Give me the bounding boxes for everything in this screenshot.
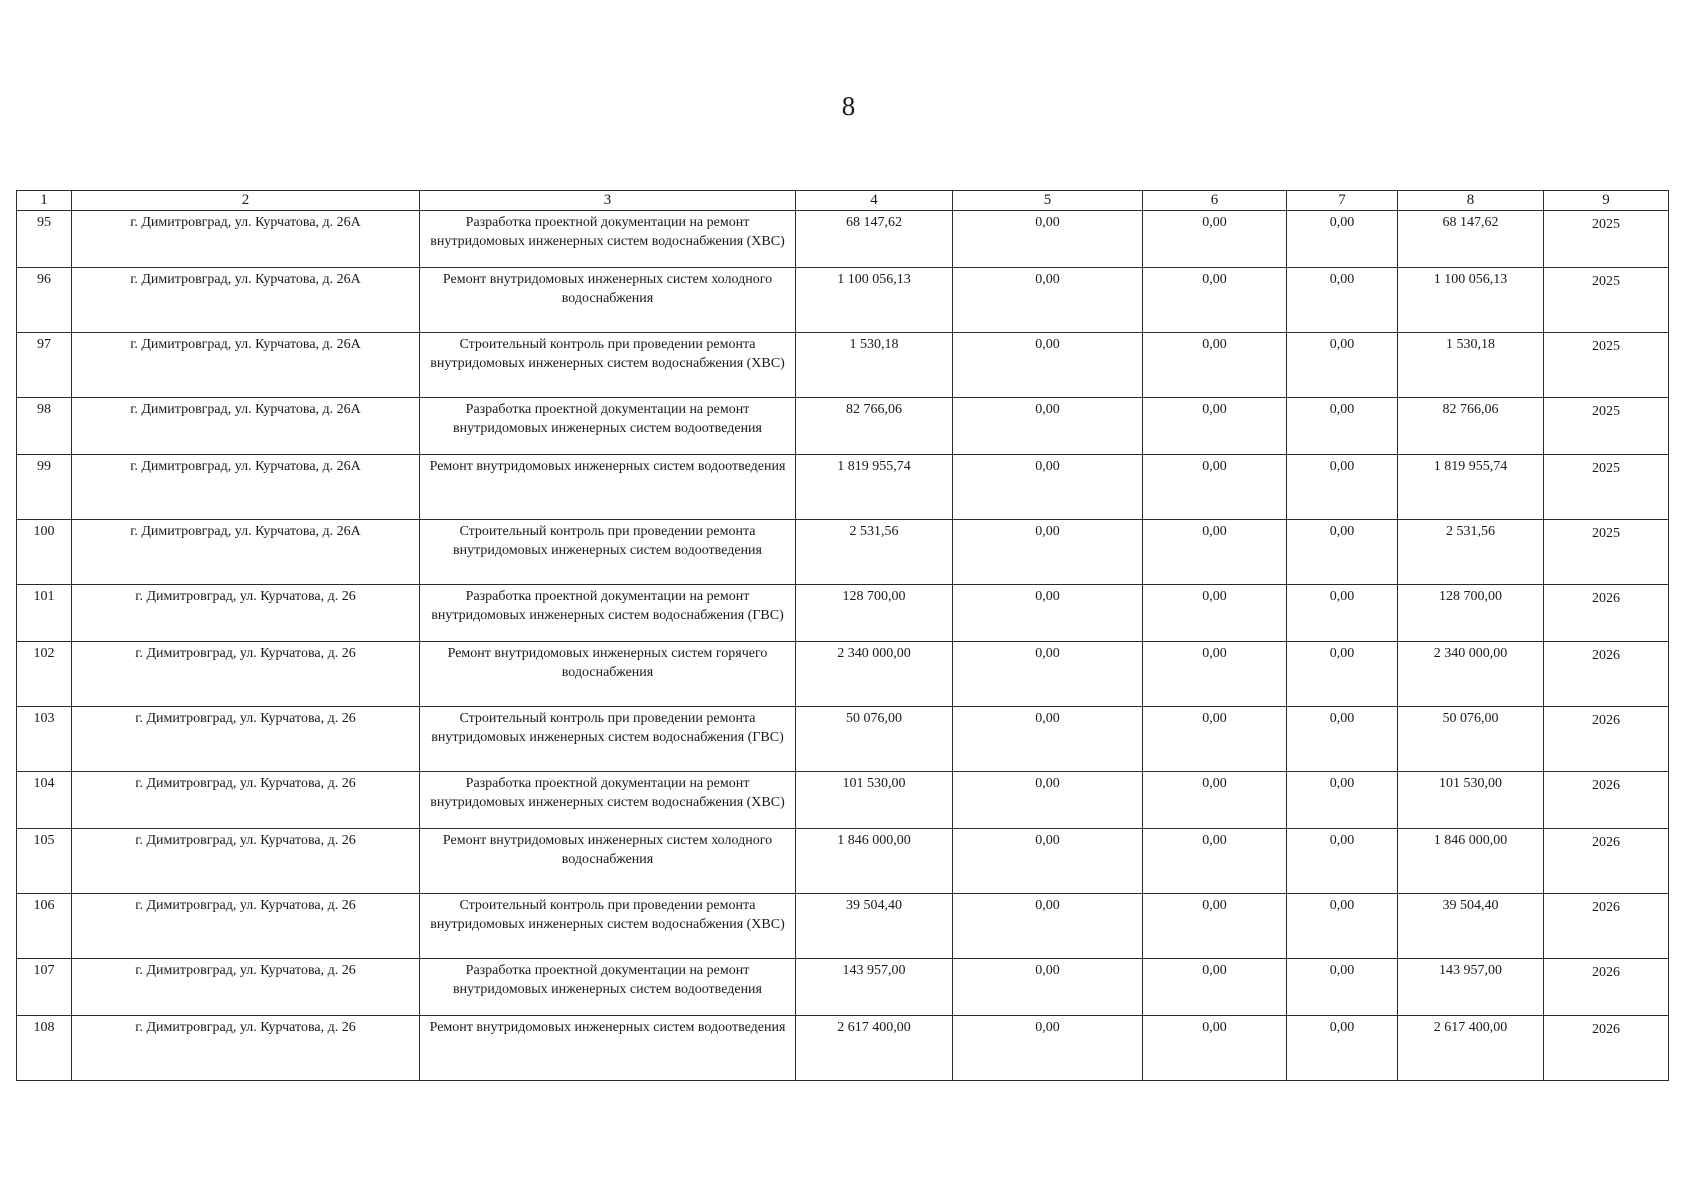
work-description-cell: Ремонт внутридомовых инженерных систем водоотведения — [420, 1016, 796, 1081]
amount-col5-cell: 0,00 — [953, 333, 1143, 398]
year-cell: 2025 — [1544, 520, 1669, 585]
amount-col6-cell: 0,00 — [1143, 520, 1287, 585]
amount-col8-cell: 101 530,00 — [1398, 772, 1544, 829]
amount-col7-cell: 0,00 — [1287, 585, 1398, 642]
address-cell: г. Димитровград, ул. Курчатова, д. 26 — [72, 829, 420, 894]
table-row — [17, 894, 1669, 959]
amount-col8-cell: 1 846 000,00 — [1398, 829, 1544, 894]
amount-col5-cell: 0,00 — [953, 829, 1143, 894]
address-cell: г. Димитровград, ул. Курчатова, д. 26А — [72, 333, 420, 398]
amount-col8-cell: 2 531,56 — [1398, 520, 1544, 585]
amount-col8-cell: 68 147,62 — [1398, 211, 1544, 268]
table-row — [17, 772, 1669, 829]
amount-col6-cell: 0,00 — [1143, 585, 1287, 642]
amount-col5-cell: 0,00 — [953, 959, 1143, 1016]
work-description-cell: Ремонт внутридомовых инженерных систем холодного водоснабжения — [420, 268, 796, 333]
work-description-cell: Строительный контроль при проведении ремонта внутридомовых инженерных систем водоснабжения (ГВС) — [420, 707, 796, 772]
amount-col4-cell: 68 147,62 — [796, 211, 953, 268]
table-row — [17, 1016, 1669, 1081]
work-description-cell: Разработка проектной документации на ремонт внутридомовых инженерных систем водоснабжения (ХВС) — [420, 211, 796, 268]
amount-col4-cell: 1 819 955,74 — [796, 455, 953, 520]
amount-col6-cell: 0,00 — [1143, 398, 1287, 455]
amount-col8-cell: 1 100 056,13 — [1398, 268, 1544, 333]
amount-col4-cell: 50 076,00 — [796, 707, 953, 772]
column-header: 6 — [1143, 191, 1287, 211]
work-description-cell: Разработка проектной документации на ремонт внутридомовых инженерных систем водоснабжения (ХВС) — [420, 772, 796, 829]
work-description-cell: Разработка проектной документации на ремонт внутридомовых инженерных систем водоснабжения (ГВС) — [420, 585, 796, 642]
address-cell: г. Димитровград, ул. Курчатова, д. 26 — [72, 959, 420, 1016]
amount-col7-cell: 0,00 — [1287, 1016, 1398, 1081]
row-number-cell: 107 — [17, 959, 72, 1016]
amount-col6-cell: 0,00 — [1143, 829, 1287, 894]
table-row — [17, 211, 1669, 268]
amount-col7-cell: 0,00 — [1287, 520, 1398, 585]
amount-col7-cell: 0,00 — [1287, 455, 1398, 520]
year-cell: 2026 — [1544, 959, 1669, 1016]
table-row — [17, 707, 1669, 772]
year-cell: 2026 — [1544, 894, 1669, 959]
address-cell: г. Димитровград, ул. Курчатова, д. 26 — [72, 707, 420, 772]
work-description-cell: Ремонт внутридомовых инженерных систем горячего водоснабжения — [420, 642, 796, 707]
amount-col7-cell: 0,00 — [1287, 333, 1398, 398]
address-cell: г. Димитровград, ул. Курчатова, д. 26 — [72, 772, 420, 829]
works-table — [16, 190, 1669, 1081]
amount-col8-cell: 128 700,00 — [1398, 585, 1544, 642]
year-cell: 2025 — [1544, 268, 1669, 333]
table-body — [17, 191, 1669, 1081]
amount-col5-cell: 0,00 — [953, 772, 1143, 829]
address-cell: г. Димитровград, ул. Курчатова, д. 26 — [72, 585, 420, 642]
row-number-cell: 99 — [17, 455, 72, 520]
amount-col5-cell: 0,00 — [953, 520, 1143, 585]
amount-col5-cell: 0,00 — [953, 1016, 1143, 1081]
table-row — [17, 455, 1669, 520]
column-header: 8 — [1398, 191, 1544, 211]
row-number-cell: 106 — [17, 894, 72, 959]
row-number-cell: 100 — [17, 520, 72, 585]
year-cell: 2026 — [1544, 707, 1669, 772]
amount-col8-cell: 50 076,00 — [1398, 707, 1544, 772]
amount-col4-cell: 2 340 000,00 — [796, 642, 953, 707]
year-cell: 2026 — [1544, 585, 1669, 642]
column-header: 3 — [420, 191, 796, 211]
amount-col7-cell: 0,00 — [1287, 894, 1398, 959]
amount-col7-cell: 0,00 — [1287, 707, 1398, 772]
table-row — [17, 829, 1669, 894]
amount-col5-cell: 0,00 — [953, 455, 1143, 520]
amount-col4-cell: 101 530,00 — [796, 772, 953, 829]
work-description-cell: Строительный контроль при проведении ремонта внутридомовых инженерных систем водоснабжения (ХВС) — [420, 894, 796, 959]
work-description-cell: Ремонт внутридомовых инженерных систем водоотведения — [420, 455, 796, 520]
year-cell: 2026 — [1544, 1016, 1669, 1081]
amount-col4-cell: 1 530,18 — [796, 333, 953, 398]
amount-col4-cell: 82 766,06 — [796, 398, 953, 455]
amount-col6-cell: 0,00 — [1143, 268, 1287, 333]
amount-col6-cell: 0,00 — [1143, 211, 1287, 268]
column-header: 7 — [1287, 191, 1398, 211]
table-row — [17, 642, 1669, 707]
amount-col7-cell: 0,00 — [1287, 772, 1398, 829]
address-cell: г. Димитровград, ул. Курчатова, д. 26А — [72, 520, 420, 585]
amount-col8-cell: 2 617 400,00 — [1398, 1016, 1544, 1081]
address-cell: г. Димитровград, ул. Курчатова, д. 26А — [72, 211, 420, 268]
amount-col7-cell: 0,00 — [1287, 398, 1398, 455]
address-cell: г. Димитровград, ул. Курчатова, д. 26 — [72, 1016, 420, 1081]
table-row — [17, 398, 1669, 455]
work-description-cell: Ремонт внутридомовых инженерных систем холодного водоснабжения — [420, 829, 796, 894]
amount-col6-cell: 0,00 — [1143, 642, 1287, 707]
amount-col4-cell: 1 100 056,13 — [796, 268, 953, 333]
amount-col8-cell: 39 504,40 — [1398, 894, 1544, 959]
table-row — [17, 520, 1669, 585]
year-cell: 2025 — [1544, 398, 1669, 455]
address-cell: г. Димитровград, ул. Курчатова, д. 26А — [72, 398, 420, 455]
address-cell: г. Димитровград, ул. Курчатова, д. 26 — [72, 894, 420, 959]
amount-col7-cell: 0,00 — [1287, 642, 1398, 707]
amount-col6-cell: 0,00 — [1143, 333, 1287, 398]
year-cell: 2026 — [1544, 772, 1669, 829]
amount-col6-cell: 0,00 — [1143, 1016, 1287, 1081]
amount-col5-cell: 0,00 — [953, 707, 1143, 772]
work-description-cell: Разработка проектной документации на ремонт внутридомовых инженерных систем водоотведения — [420, 398, 796, 455]
amount-col5-cell: 0,00 — [953, 585, 1143, 642]
table-row — [17, 268, 1669, 333]
row-number-cell: 108 — [17, 1016, 72, 1081]
column-header: 4 — [796, 191, 953, 211]
row-number-cell: 96 — [17, 268, 72, 333]
amount-col6-cell: 0,00 — [1143, 959, 1287, 1016]
row-number-cell: 101 — [17, 585, 72, 642]
amount-col6-cell: 0,00 — [1143, 894, 1287, 959]
amount-col4-cell: 2 531,56 — [796, 520, 953, 585]
address-cell: г. Димитровград, ул. Курчатова, д. 26А — [72, 455, 420, 520]
row-number-cell: 104 — [17, 772, 72, 829]
amount-col5-cell: 0,00 — [953, 642, 1143, 707]
amount-col5-cell: 0,00 — [953, 211, 1143, 268]
amount-col7-cell: 0,00 — [1287, 829, 1398, 894]
amount-col6-cell: 0,00 — [1143, 707, 1287, 772]
amount-col4-cell: 143 957,00 — [796, 959, 953, 1016]
amount-col8-cell: 1 819 955,74 — [1398, 455, 1544, 520]
row-number-cell: 95 — [17, 211, 72, 268]
page-number: 8 — [841, 91, 856, 121]
work-description-cell: Строительный контроль при проведении ремонта внутридомовых инженерных систем водоснабжения (ХВС) — [420, 333, 796, 398]
year-cell: 2025 — [1544, 455, 1669, 520]
amount-col4-cell: 2 617 400,00 — [796, 1016, 953, 1081]
amount-col4-cell: 1 846 000,00 — [796, 829, 953, 894]
amount-col7-cell: 0,00 — [1287, 268, 1398, 333]
year-cell: 2026 — [1544, 829, 1669, 894]
amount-col8-cell: 143 957,00 — [1398, 959, 1544, 1016]
year-cell: 2026 — [1544, 642, 1669, 707]
table-row — [17, 585, 1669, 642]
column-number-row — [17, 191, 1669, 211]
column-header: 1 — [17, 191, 72, 211]
amount-col6-cell: 0,00 — [1143, 772, 1287, 829]
amount-col7-cell: 0,00 — [1287, 211, 1398, 268]
year-cell: 2025 — [1544, 333, 1669, 398]
amount-col8-cell: 2 340 000,00 — [1398, 642, 1544, 707]
amount-col4-cell: 128 700,00 — [796, 585, 953, 642]
amount-col5-cell: 0,00 — [953, 398, 1143, 455]
amount-col5-cell: 0,00 — [953, 894, 1143, 959]
column-header: 2 — [72, 191, 420, 211]
column-header: 9 — [1544, 191, 1669, 211]
row-number-cell: 98 — [17, 398, 72, 455]
address-cell: г. Димитровград, ул. Курчатова, д. 26 — [72, 642, 420, 707]
amount-col5-cell: 0,00 — [953, 268, 1143, 333]
column-header: 5 — [953, 191, 1143, 211]
table-row — [17, 959, 1669, 1016]
row-number-cell: 97 — [17, 333, 72, 398]
row-number-cell: 105 — [17, 829, 72, 894]
row-number-cell: 102 — [17, 642, 72, 707]
year-cell: 2025 — [1544, 211, 1669, 268]
amount-col7-cell: 0,00 — [1287, 959, 1398, 1016]
address-cell: г. Димитровград, ул. Курчатова, д. 26А — [72, 268, 420, 333]
amount-col4-cell: 39 504,40 — [796, 894, 953, 959]
row-number-cell: 103 — [17, 707, 72, 772]
amount-col8-cell: 1 530,18 — [1398, 333, 1544, 398]
work-description-cell: Разработка проектной документации на ремонт внутридомовых инженерных систем водоотведения — [420, 959, 796, 1016]
amount-col6-cell: 0,00 — [1143, 455, 1287, 520]
table-row — [17, 333, 1669, 398]
work-description-cell: Строительный контроль при проведении ремонта внутридомовых инженерных систем водоотведения — [420, 520, 796, 585]
amount-col8-cell: 82 766,06 — [1398, 398, 1544, 455]
